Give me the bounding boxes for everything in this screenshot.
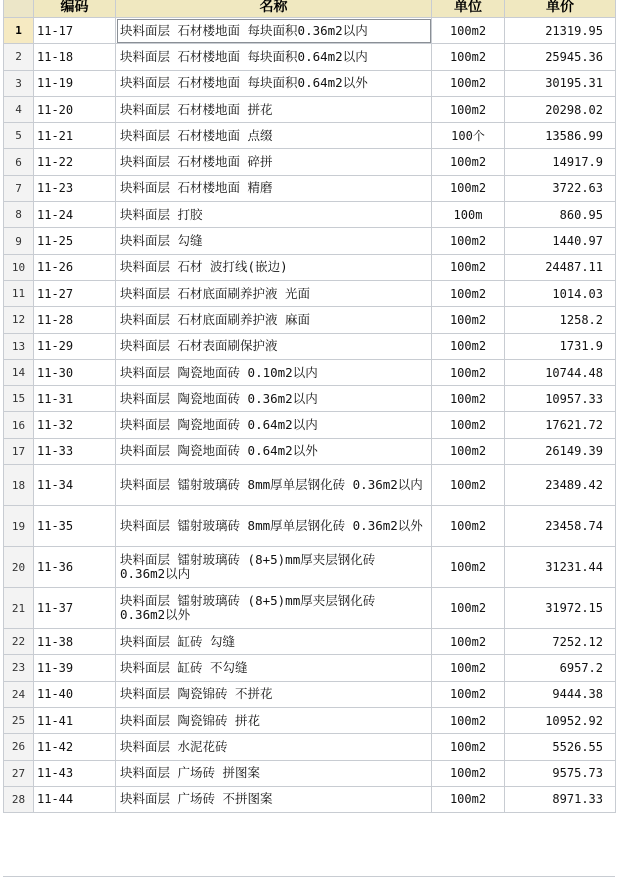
cell-name[interactable]: 块料面层 石材楼地面 每块面积0.36m2以内 bbox=[116, 18, 432, 44]
cell-name[interactable]: 块料面层 打胶 bbox=[116, 202, 432, 228]
row-number[interactable]: 1 bbox=[4, 18, 34, 44]
cell-unit[interactable]: 100m2 bbox=[432, 280, 505, 306]
cell-code[interactable]: 11-41 bbox=[34, 707, 116, 733]
cell-name[interactable]: 块料面层 广场砖 拼图案 bbox=[116, 760, 432, 786]
table-row[interactable] bbox=[4, 760, 616, 786]
row-number[interactable]: 21 bbox=[4, 588, 34, 629]
cell-price[interactable]: 31972.15 bbox=[505, 588, 616, 629]
cell-code[interactable]: 11-31 bbox=[34, 386, 116, 412]
cell-unit[interactable]: 100m2 bbox=[432, 386, 505, 412]
cell-price[interactable]: 20298.02 bbox=[505, 96, 616, 122]
cell-unit[interactable]: 100m2 bbox=[432, 786, 505, 812]
column-header-price[interactable]: 单价 bbox=[505, 0, 616, 18]
cell-code[interactable]: 11-40 bbox=[34, 681, 116, 707]
cell-price[interactable]: 1731.9 bbox=[505, 333, 616, 359]
cell-name[interactable]: 块料面层 石材楼地面 每块面积0.64m2以外 bbox=[116, 70, 432, 96]
cell-price[interactable]: 9575.73 bbox=[505, 760, 616, 786]
table-row[interactable] bbox=[4, 438, 616, 464]
cell-name[interactable]: 块料面层 镭射玻璃砖 (8+5)mm厚夹层钢化砖 0.36m2以内 bbox=[116, 547, 432, 588]
cell-code[interactable]: 11-35 bbox=[34, 506, 116, 547]
table-row[interactable] bbox=[4, 175, 616, 201]
cell-unit[interactable]: 100m2 bbox=[432, 333, 505, 359]
table-row[interactable] bbox=[4, 786, 616, 812]
cell-unit[interactable]: 100m2 bbox=[432, 44, 505, 70]
cell-price[interactable]: 23458.74 bbox=[505, 506, 616, 547]
table-row[interactable] bbox=[4, 18, 616, 44]
row-number[interactable]: 2 bbox=[4, 44, 34, 70]
table-row[interactable] bbox=[4, 681, 616, 707]
cell-unit[interactable]: 100m2 bbox=[432, 506, 505, 547]
cell-unit[interactable]: 100m2 bbox=[432, 681, 505, 707]
cell-name[interactable]: 块料面层 陶瓷地面砖 0.36m2以内 bbox=[116, 386, 432, 412]
cell-name[interactable]: 块料面层 缸砖 勾缝 bbox=[116, 629, 432, 655]
row-number[interactable]: 17 bbox=[4, 438, 34, 464]
cell-code[interactable]: 11-34 bbox=[34, 465, 116, 506]
cell-price[interactable]: 1440.97 bbox=[505, 228, 616, 254]
cell-name[interactable]: 块料面层 镭射玻璃砖 8mm厚单层钢化砖 0.36m2以内 bbox=[116, 465, 432, 506]
cell-unit[interactable]: 100m2 bbox=[432, 228, 505, 254]
table-row[interactable] bbox=[4, 734, 616, 760]
table-row[interactable] bbox=[4, 465, 616, 506]
cell-code[interactable]: 11-36 bbox=[34, 547, 116, 588]
column-header-code[interactable]: 编码 bbox=[34, 0, 116, 18]
cell-code[interactable]: 11-23 bbox=[34, 175, 116, 201]
cell-price[interactable]: 10957.33 bbox=[505, 386, 616, 412]
cell-name[interactable]: 块料面层 石材楼地面 碎拼 bbox=[116, 149, 432, 175]
row-number[interactable]: 23 bbox=[4, 655, 34, 681]
cell-price[interactable]: 13586.99 bbox=[505, 123, 616, 149]
cell-code[interactable]: 11-25 bbox=[34, 228, 116, 254]
row-number[interactable]: 20 bbox=[4, 547, 34, 588]
cell-unit[interactable]: 100m2 bbox=[432, 465, 505, 506]
cell-code[interactable]: 11-33 bbox=[34, 438, 116, 464]
row-number[interactable]: 10 bbox=[4, 254, 34, 280]
cell-name[interactable]: 块料面层 石材楼地面 精磨 bbox=[116, 175, 432, 201]
cell-code[interactable]: 11-39 bbox=[34, 655, 116, 681]
cell-price[interactable]: 10952.92 bbox=[505, 707, 616, 733]
cell-price[interactable]: 17621.72 bbox=[505, 412, 616, 438]
row-number[interactable]: 22 bbox=[4, 629, 34, 655]
cell-name[interactable]: 块料面层 陶瓷锦砖 拼花 bbox=[116, 707, 432, 733]
cell-code[interactable]: 11-32 bbox=[34, 412, 116, 438]
cell-unit[interactable]: 100m2 bbox=[432, 438, 505, 464]
cell-code[interactable]: 11-37 bbox=[34, 588, 116, 629]
table-row[interactable] bbox=[4, 280, 616, 306]
table-row[interactable] bbox=[4, 44, 616, 70]
cell-code[interactable]: 11-21 bbox=[34, 123, 116, 149]
cell-name[interactable]: 块料面层 陶瓷地面砖 0.10m2以内 bbox=[116, 359, 432, 385]
cell-unit[interactable]: 100m2 bbox=[432, 629, 505, 655]
cell-name[interactable]: 块料面层 镭射玻璃砖 8mm厚单层钢化砖 0.36m2以外 bbox=[116, 506, 432, 547]
cell-name[interactable]: 块料面层 镭射玻璃砖 (8+5)mm厚夹层钢化砖 0.36m2以外 bbox=[116, 588, 432, 629]
cell-price[interactable]: 7252.12 bbox=[505, 629, 616, 655]
cell-code[interactable]: 11-42 bbox=[34, 734, 116, 760]
cell-unit[interactable]: 100m2 bbox=[432, 307, 505, 333]
cell-code[interactable]: 11-22 bbox=[34, 149, 116, 175]
cell-unit[interactable]: 100m2 bbox=[432, 547, 505, 588]
row-number[interactable]: 11 bbox=[4, 280, 34, 306]
cell-unit[interactable]: 100m bbox=[432, 202, 505, 228]
table-row[interactable] bbox=[4, 359, 616, 385]
row-number[interactable]: 15 bbox=[4, 386, 34, 412]
cell-unit[interactable]: 100m2 bbox=[432, 70, 505, 96]
cell-unit[interactable]: 100m2 bbox=[432, 149, 505, 175]
cell-code[interactable]: 11-26 bbox=[34, 254, 116, 280]
cell-price[interactable]: 23489.42 bbox=[505, 465, 616, 506]
row-number[interactable]: 26 bbox=[4, 734, 34, 760]
row-number[interactable]: 12 bbox=[4, 307, 34, 333]
cell-unit[interactable]: 100m2 bbox=[432, 412, 505, 438]
cell-name[interactable]: 块料面层 石材楼地面 拼花 bbox=[116, 96, 432, 122]
table-row[interactable] bbox=[4, 547, 616, 588]
table-row[interactable] bbox=[4, 149, 616, 175]
cell-price[interactable]: 21319.95 bbox=[505, 18, 616, 44]
cell-unit[interactable]: 100m2 bbox=[432, 359, 505, 385]
table-row[interactable] bbox=[4, 307, 616, 333]
table-body bbox=[4, 18, 616, 813]
cell-price[interactable]: 31231.44 bbox=[505, 547, 616, 588]
cell-price[interactable]: 1258.2 bbox=[505, 307, 616, 333]
table-row[interactable] bbox=[4, 96, 616, 122]
cell-code[interactable]: 11-44 bbox=[34, 786, 116, 812]
row-number[interactable]: 4 bbox=[4, 96, 34, 122]
row-number[interactable]: 6 bbox=[4, 149, 34, 175]
cell-unit[interactable]: 100m2 bbox=[432, 175, 505, 201]
row-number[interactable]: 3 bbox=[4, 70, 34, 96]
table-row[interactable] bbox=[4, 333, 616, 359]
cell-name[interactable]: 块料面层 陶瓷锦砖 不拼花 bbox=[116, 681, 432, 707]
column-header-unit[interactable]: 单位 bbox=[432, 0, 505, 18]
cell-unit[interactable]: 100m2 bbox=[432, 18, 505, 44]
cell-name[interactable]: 块料面层 水泥花砖 bbox=[116, 734, 432, 760]
cell-name[interactable]: 块料面层 广场砖 不拼图案 bbox=[116, 786, 432, 812]
cell-code[interactable]: 11-38 bbox=[34, 629, 116, 655]
quota-table bbox=[3, 0, 616, 813]
cell-code[interactable]: 11-20 bbox=[34, 96, 116, 122]
cell-name[interactable]: 块料面层 缸砖 不勾缝 bbox=[116, 655, 432, 681]
cell-code[interactable]: 11-18 bbox=[34, 44, 116, 70]
table-row[interactable] bbox=[4, 629, 616, 655]
cell-name[interactable]: 块料面层 石材底面刷养护液 光面 bbox=[116, 280, 432, 306]
table-row[interactable] bbox=[4, 70, 616, 96]
cell-price[interactable]: 5526.55 bbox=[505, 734, 616, 760]
cell-price[interactable]: 26149.39 bbox=[505, 438, 616, 464]
cell-unit[interactable]: 100m2 bbox=[432, 96, 505, 122]
row-number[interactable]: 25 bbox=[4, 707, 34, 733]
row-number-header[interactable] bbox=[4, 0, 34, 18]
cell-code[interactable]: 11-17 bbox=[34, 18, 116, 44]
cell-unit[interactable]: 100m2 bbox=[432, 588, 505, 629]
cell-price[interactable]: 25945.36 bbox=[505, 44, 616, 70]
row-number[interactable]: 5 bbox=[4, 123, 34, 149]
table-row[interactable] bbox=[4, 228, 616, 254]
row-number[interactable]: 27 bbox=[4, 760, 34, 786]
cell-code[interactable]: 11-27 bbox=[34, 280, 116, 306]
table-row[interactable] bbox=[4, 386, 616, 412]
cell-name[interactable]: 块料面层 陶瓷地面砖 0.64m2以内 bbox=[116, 412, 432, 438]
column-header-name[interactable]: 名称 bbox=[116, 0, 432, 18]
cell-price[interactable]: 30195.31 bbox=[505, 70, 616, 96]
cell-name[interactable]: 块料面层 陶瓷地面砖 0.64m2以外 bbox=[116, 438, 432, 464]
row-number[interactable]: 8 bbox=[4, 202, 34, 228]
cell-name[interactable]: 块料面层 石材楼地面 点缀 bbox=[116, 123, 432, 149]
cell-unit[interactable]: 100m2 bbox=[432, 707, 505, 733]
row-number[interactable]: 9 bbox=[4, 228, 34, 254]
cell-price[interactable]: 14917.9 bbox=[505, 149, 616, 175]
cell-price[interactable]: 8971.33 bbox=[505, 786, 616, 812]
table-bottom-border bbox=[3, 876, 615, 877]
cell-price[interactable]: 6957.2 bbox=[505, 655, 616, 681]
cell-code[interactable]: 11-43 bbox=[34, 760, 116, 786]
table-row[interactable] bbox=[4, 123, 616, 149]
cell-code[interactable]: 11-28 bbox=[34, 307, 116, 333]
row-number[interactable]: 28 bbox=[4, 786, 34, 812]
cell-name[interactable]: 块料面层 石材表面刷保护液 bbox=[116, 333, 432, 359]
cell-name[interactable]: 块料面层 石材楼地面 每块面积0.64m2以内 bbox=[116, 44, 432, 70]
row-number[interactable]: 7 bbox=[4, 175, 34, 201]
row-number[interactable]: 18 bbox=[4, 465, 34, 506]
cell-name[interactable]: 块料面层 勾缝 bbox=[116, 228, 432, 254]
row-number[interactable]: 14 bbox=[4, 359, 34, 385]
table-row[interactable] bbox=[4, 202, 616, 228]
table-header bbox=[4, 0, 616, 18]
cell-price[interactable]: 9444.38 bbox=[505, 681, 616, 707]
table-row[interactable] bbox=[4, 707, 616, 733]
cell-code[interactable]: 11-29 bbox=[34, 333, 116, 359]
table-row[interactable] bbox=[4, 506, 616, 547]
cell-unit[interactable]: 100m2 bbox=[432, 760, 505, 786]
row-number[interactable]: 19 bbox=[4, 506, 34, 547]
cell-code[interactable]: 11-30 bbox=[34, 359, 116, 385]
row-number[interactable]: 24 bbox=[4, 681, 34, 707]
row-number[interactable]: 16 bbox=[4, 412, 34, 438]
row-number[interactable]: 13 bbox=[4, 333, 34, 359]
cell-code[interactable]: 11-24 bbox=[34, 202, 116, 228]
cell-unit[interactable]: 100m2 bbox=[432, 254, 505, 280]
cell-unit[interactable]: 100m2 bbox=[432, 734, 505, 760]
table-row[interactable] bbox=[4, 588, 616, 629]
table-row[interactable] bbox=[4, 412, 616, 438]
cell-price[interactable]: 24487.11 bbox=[505, 254, 616, 280]
cell-price[interactable]: 3722.63 bbox=[505, 175, 616, 201]
cell-name[interactable]: 块料面层 石材 波打线(嵌边) bbox=[116, 254, 432, 280]
table-row[interactable] bbox=[4, 655, 616, 681]
cell-unit[interactable]: 100个 bbox=[432, 123, 505, 149]
cell-code[interactable]: 11-19 bbox=[34, 70, 116, 96]
cell-price[interactable]: 1014.03 bbox=[505, 280, 616, 306]
cell-unit[interactable]: 100m2 bbox=[432, 655, 505, 681]
table-row[interactable] bbox=[4, 254, 616, 280]
cell-price[interactable]: 860.95 bbox=[505, 202, 616, 228]
cell-price[interactable]: 10744.48 bbox=[505, 359, 616, 385]
cell-name[interactable]: 块料面层 石材底面刷养护液 麻面 bbox=[116, 307, 432, 333]
